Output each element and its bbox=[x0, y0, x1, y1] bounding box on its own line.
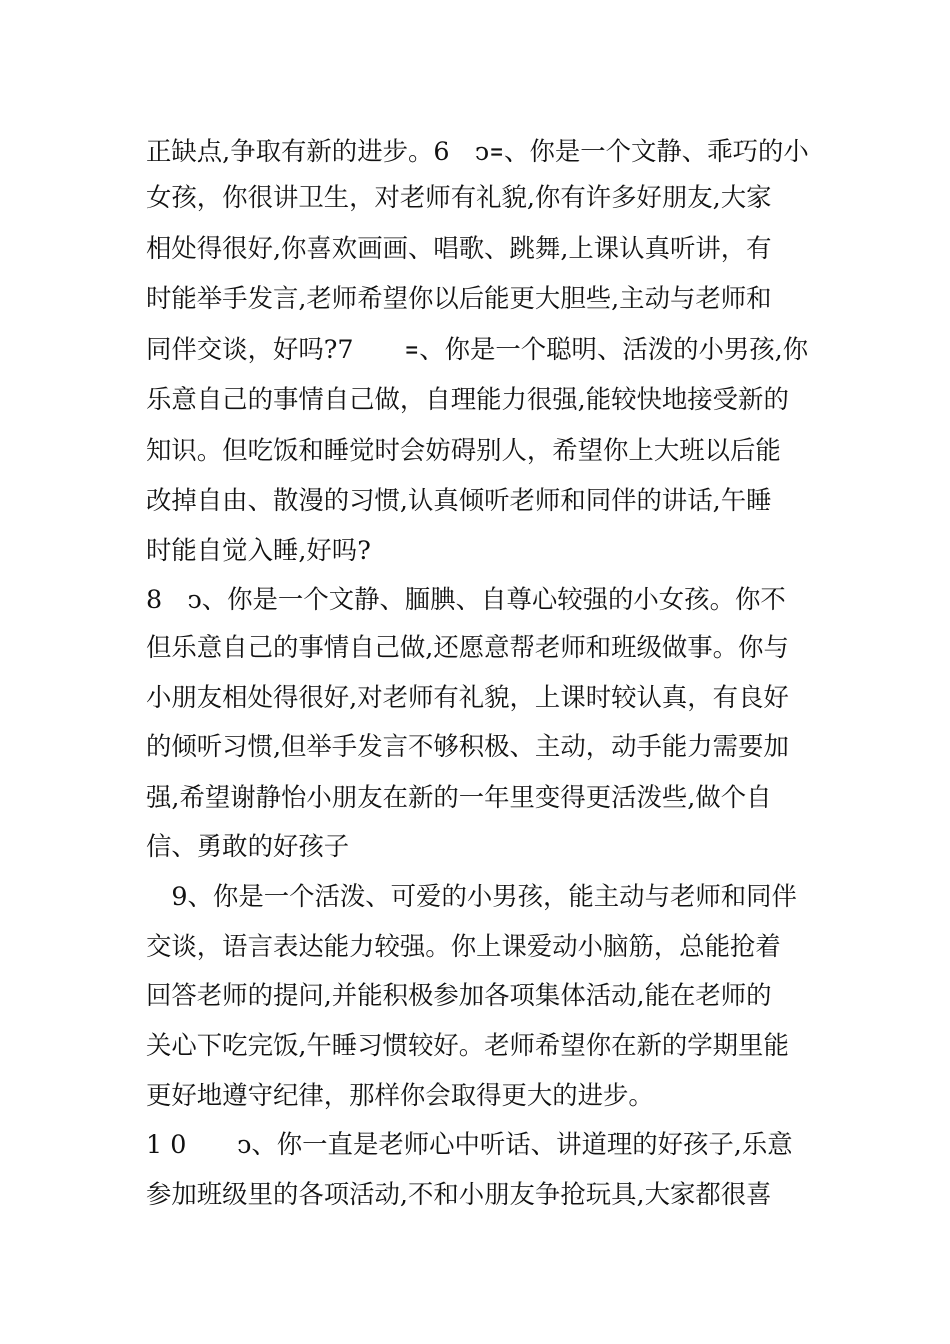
text-line: 强,希望谢静怡小朋友在新的一年里变得更活泼些,做个自 bbox=[146, 782, 772, 812]
text-line: 关心下吃完饭,午睡习惯较好。老师希望你在新的学期里能 bbox=[146, 1030, 789, 1060]
text-line: 1 0 ↄ、你一直是老师心中听话、讲道理的好孩子,乐意 bbox=[146, 1129, 793, 1159]
text-line: 8 ↄ、你是一个文静、腼腆、自尊心较强的小女孩。你不 bbox=[146, 584, 786, 614]
text-line: 时能自觉入睡,好吗? bbox=[146, 535, 371, 565]
text-line: 更好地遵守纪律，那样你会取得更大的进步。 bbox=[146, 1080, 654, 1110]
text-line: 正缺点,争取有新的进步。6 ↄ꓿、你是一个文静、乖巧的小 bbox=[146, 136, 809, 166]
text-line: 改掉自由、散漫的习惯,认真倾听老师和同伴的讲话,午睡 bbox=[146, 485, 772, 515]
text-line: 乐意自己的事情自己做，自理能力很强,能较快地接受新的 bbox=[146, 384, 789, 414]
text-line: 参加班级里的各项活动,不和小朋友争抢玩具,大家都很喜 bbox=[146, 1179, 772, 1209]
text-line: 的倾听习惯,但举手发言不够积极、主动，动手能力需要加 bbox=[146, 731, 789, 761]
text-line: 同伴交谈，好吗?7 ꓿、你是一个聪明、活泼的小男孩,你 bbox=[146, 334, 809, 364]
text-line: 交谈，语言表达能力较强。你上课爱动小脑筋，总能抢着 bbox=[146, 931, 781, 961]
text-line: 9、你是一个活泼、可爱的小男孩，能主动与老师和同伴 bbox=[146, 881, 797, 911]
text-line: 相处得很好,你喜欢画画、唱歌、跳舞,上课认真听讲，有 bbox=[146, 233, 772, 263]
text-line: 信、勇敢的好孩子 bbox=[146, 831, 350, 861]
text-line: 小朋友相处得很好,对老师有礼貌，上课时较认真，有良好 bbox=[146, 682, 789, 712]
text-line: 时能举手发言,老师希望你以后能更大胆些,主动与老师和 bbox=[146, 283, 772, 313]
text-line: 女孩，你很讲卫生，对老师有礼貌,你有许多好朋友,大家 bbox=[146, 182, 772, 212]
text-line: 但乐意自己的事情自己做,还愿意帮老师和班级做事。你与 bbox=[146, 632, 789, 662]
text-line: 知识。但吃饭和睡觉时会妨碍别人，希望你上大班以后能 bbox=[146, 435, 781, 465]
text-line: 回答老师的提问,并能积极参加各项集体活动,能在老师的 bbox=[146, 980, 772, 1010]
